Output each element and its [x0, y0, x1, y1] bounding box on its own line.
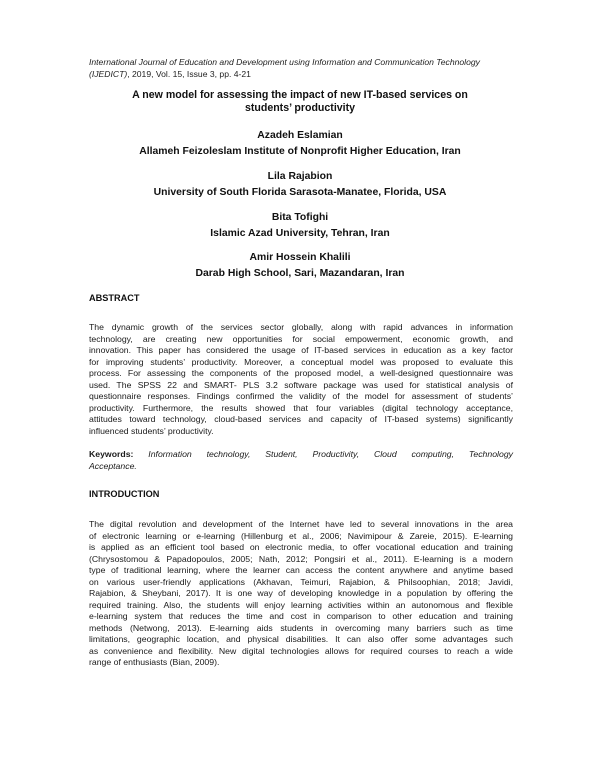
- abstract-line: process. For assessing the components of the proposed model, a well-designed questionnaire was: [89, 368, 513, 378]
- intro-line: The digital revolution and development of the Internet have led to several innovations in the area: [89, 519, 513, 529]
- journal-issue-line: [89, 68, 529, 80]
- intro-line: e-learning system that reduces the time and cost in comparison to other education and training: [89, 611, 513, 621]
- author-3: [40, 210, 560, 242]
- abstract-body: [89, 322, 513, 437]
- abstract-line: productivity. Furthermore, the results showed that four variables (digital technology acceptance,: [89, 402, 513, 413]
- intro-line: is applied as an efficient tool based on electronic media, to offer vocational education and training: [89, 542, 513, 552]
- abstract-line: technology, are creating new opportunities for social empowerment, economic growth, and: [89, 333, 513, 344]
- author-2: [40, 169, 560, 201]
- journal-issue-info: , 2019, Vol. 15, Issue 3, pp. 4-21: [127, 69, 251, 79]
- keywords-terms-1: Information technology, Student, Productivity, Cloud computing, Technology: [148, 449, 513, 459]
- keywords: [89, 448, 513, 472]
- keywords-terms-2: Acceptance.: [89, 461, 137, 471]
- keywords-label: Keywords:: [89, 449, 134, 459]
- author-1: [40, 128, 560, 160]
- paper-title-line-2: students’ productivity: [244, 102, 356, 114]
- abstract-line: innovation. This paper has considered the usage of IT-based services in education as a key factor: [89, 345, 513, 355]
- journal-name: International Journal of Education and Development using Information and Communication Technology: [89, 57, 480, 67]
- introduction-heading: INTRODUCTION: [89, 489, 160, 499]
- intro-line: methods (Netwong, 2013). E-learning aids students in overcoming many barriers such as time: [89, 622, 513, 633]
- author-name: Azadeh Eslamian: [257, 130, 343, 141]
- abstract-line: influenced students’ productivity.: [89, 425, 214, 436]
- intro-line: as convenience and flexibility. New digital technologies allows for required courses to reach a wide: [89, 645, 513, 656]
- paper-title-line-1: A new model for assessing the impact of new IT-based services on: [132, 89, 468, 101]
- abstract-heading: ABSTRACT: [89, 293, 140, 303]
- author-name: Lila Rajabion: [267, 171, 333, 182]
- intro-line: on various user-friendly applications (Akhavan, Teimuri, Rajabion, & Philsoophian, 2018; Javidi,: [89, 576, 513, 587]
- abstract-line: used. The SPSS 22 and SMART- PLS 3.2 software package was used for statistical analysis of: [89, 379, 513, 390]
- intro-line: limitations, geographic location, and physical disabilities. It can also offer some advantages such: [89, 634, 513, 644]
- abstract-line: attitudes toward technology, cloud-based services and capacity of IT-based systems) significantly: [89, 414, 513, 424]
- paper-title: [60, 89, 540, 115]
- intro-line: (Chrysostomou & Papadopoulos, 2005; Nath, 2012; Pongsiri et al., 2011). E-learning is a modern: [89, 553, 513, 564]
- author-affiliation: Islamic Azad University, Tehran, Iran: [210, 228, 390, 239]
- intro-line: type of traditional learning, where the learner can access the content anywhere and anytime based: [89, 565, 513, 575]
- introduction-body: [89, 519, 513, 669]
- author-affiliation: Allameh Feizoleslam Institute of Nonprofit Higher Education, Iran: [139, 146, 461, 157]
- intro-line: required training. Also, the students will enjoy learning activities within an autonomous and flexible: [89, 599, 513, 610]
- intro-line: Rajabion, & Sheybani, 2017). It is one way of developing knowledge in a population by offering the: [89, 588, 513, 598]
- abstract-line: questionnaire responses. Findings confirmed the validity of the model for assessment of students’: [89, 391, 513, 401]
- keywords-line-1: [89, 448, 513, 460]
- abstract-line: for improving students’ productivity. Moreover, a conceptual model was proposed to evaluate this: [89, 356, 513, 367]
- intro-line: of electronic learning or e-learning (Hillenburg et al., 2006; Navimipour & Zareie, 2015). E-learning: [89, 530, 513, 541]
- journal-header: [89, 56, 529, 80]
- author-affiliation: University of South Florida Sarasota-Manatee, Florida, USA: [153, 187, 447, 198]
- author-name: Amir Hossein Khalili: [249, 252, 351, 263]
- intro-line: range of enthusiasts (Bian, 2009).: [89, 657, 220, 667]
- abstract-line: The dynamic growth of the services sector globally, along with rapid advances in information: [89, 322, 513, 332]
- author-name: Bita Tofighi: [271, 212, 329, 223]
- journal-abbrev: (IJEDICT): [89, 69, 128, 79]
- author-4: [40, 250, 560, 282]
- author-affiliation: Darab High School, Sari, Mazandaran, Iran: [195, 268, 405, 279]
